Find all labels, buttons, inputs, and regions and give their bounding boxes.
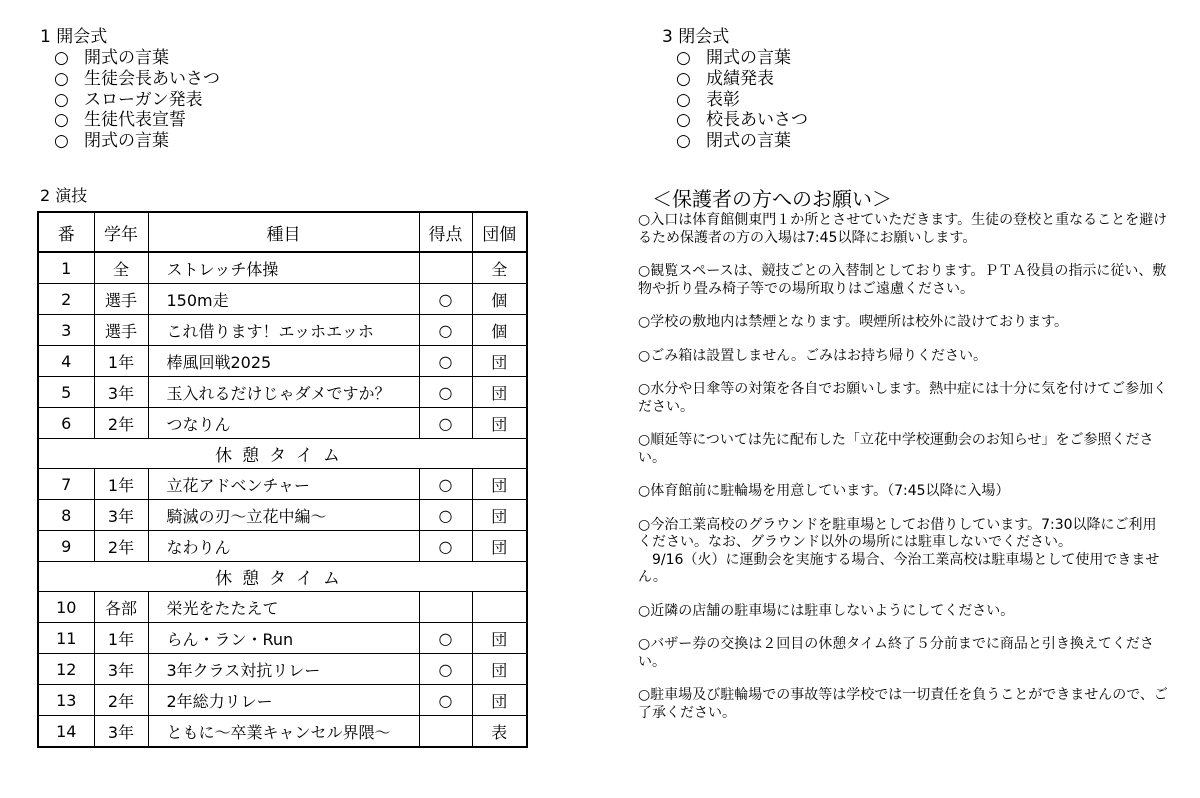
row-type: 団: [472, 377, 527, 408]
notice-item: ○入口は体育館側東門１か所とさせていただきます。生徒の登校と重なることを避けるため保護者の方の入場は7:45以降にお願いします。: [638, 212, 1168, 246]
list-item: [40, 131, 220, 152]
notice-item: ○バザー券の交換は２回目の休憩タイム終了５分前までに商品と引き換えてください。: [638, 636, 1154, 670]
break-row: [38, 562, 527, 592]
row-grade: 1年: [94, 623, 148, 654]
row-event: 3年クラス対抗リレー: [148, 654, 419, 685]
row-type: 全: [472, 252, 527, 284]
circle-bullet-icon: ○: [54, 89, 69, 110]
table-row: [38, 346, 527, 377]
table-row: [38, 716, 527, 748]
row-number: 9: [38, 531, 94, 562]
header-event: 種目: [148, 212, 419, 252]
list-item-label: スローガン発表: [84, 89, 203, 110]
row-type: [472, 592, 527, 623]
row-grade: 3年: [94, 377, 148, 408]
row-type: 団: [472, 531, 527, 562]
closing-ceremony-section: [662, 27, 808, 152]
row-event: 棒風回戦2025: [148, 346, 419, 377]
closing-ceremony-title: 3 閉会式: [662, 27, 730, 47]
table-row: [38, 500, 527, 531]
list-item-label: 閉式の言葉: [84, 131, 169, 152]
row-number: 4: [38, 346, 94, 377]
performance-section-title: 2 演技: [40, 186, 88, 205]
row-number: 8: [38, 500, 94, 531]
row-grade: 1年: [94, 469, 148, 500]
row-score: ○: [419, 654, 472, 685]
notice-item: ○ごみ箱は設置しません。ごみはお持ち帰りください。: [638, 347, 988, 364]
list-item: [662, 131, 808, 152]
opening-ceremony-title: 1 開会式: [40, 27, 108, 47]
table-row: [38, 377, 527, 408]
list-item-label: 校長あいさつ: [706, 110, 808, 131]
header-grade: 学年: [94, 212, 148, 252]
row-number: 3: [38, 315, 94, 346]
row-type: 個: [472, 315, 527, 346]
list-item: [662, 90, 808, 111]
row-number: 13: [38, 685, 94, 716]
row-number: 5: [38, 377, 94, 408]
notice-item: ○観覧スペースは、競技ごとの入替制としております。ＰＴＡ役員の指示に従い、敷物や折り畳み椅子等での場所取りはご遠慮ください。: [638, 263, 1167, 297]
row-type: 団: [472, 500, 527, 531]
circle-bullet-icon: ○: [676, 110, 691, 131]
row-score: ○: [419, 685, 472, 716]
table-row: [38, 315, 527, 346]
break-label: 休憩タイム: [38, 439, 527, 469]
row-number: 7: [38, 469, 94, 500]
list-item-label: 開式の言葉: [706, 48, 791, 68]
table-row: [38, 592, 527, 623]
row-score: ○: [419, 408, 472, 439]
row-number: 11: [38, 623, 94, 654]
circle-bullet-icon: ○: [54, 68, 69, 89]
row-score: [419, 716, 472, 748]
row-grade: 1年: [94, 346, 148, 377]
table-row: [38, 469, 527, 500]
row-type: 団: [472, 685, 527, 716]
closing-ceremony-list: [662, 48, 808, 152]
circle-bullet-icon: ○: [54, 131, 69, 152]
row-score: ○: [419, 623, 472, 654]
row-event: らん・ラン・Run: [148, 623, 419, 654]
row-event: 玉入れるだけじゃダメですか？: [148, 377, 419, 408]
row-event: 騎滅の刃～立花中編～: [148, 500, 419, 531]
table-row: [38, 654, 527, 685]
opening-ceremony-list: [40, 48, 220, 152]
row-number: 14: [38, 716, 94, 748]
notice-list: [638, 212, 1170, 738]
notice-title: ＜保護者の方へのお願い＞: [652, 187, 892, 211]
header-score: 得点: [419, 212, 472, 252]
row-score: ○: [419, 377, 472, 408]
row-grade: 2年: [94, 408, 148, 439]
row-type: 個: [472, 284, 527, 315]
notice-item: ○駐車場及び駐輪場での事故等は学校では一切責任を負うことができませんので、ご了承ください。: [638, 687, 1168, 721]
row-score: ○: [419, 531, 472, 562]
row-type: 団: [472, 408, 527, 439]
row-event: これ借ります！エッホエッホ: [148, 315, 419, 346]
list-item-label: 開式の言葉: [84, 48, 169, 68]
row-number: 12: [38, 654, 94, 685]
list-item-label: 表彰: [706, 89, 740, 110]
circle-bullet-icon: ○: [54, 110, 69, 131]
break-row: [38, 439, 527, 469]
row-grade: 3年: [94, 500, 148, 531]
list-item-label: 成績発表: [706, 68, 774, 89]
header-team-individual: 団個: [472, 212, 527, 252]
row-type: 団: [472, 623, 527, 654]
program-table: [37, 211, 528, 748]
row-score: ○: [419, 315, 472, 346]
break-label: 休憩タイム: [38, 562, 527, 592]
row-score: [419, 252, 472, 284]
row-number: 10: [38, 592, 94, 623]
table-header-row: [38, 212, 527, 252]
row-event: つなりん: [148, 408, 419, 439]
row-number: 2: [38, 284, 94, 315]
row-number: 6: [38, 408, 94, 439]
list-item-label: 生徒会長あいさつ: [84, 68, 220, 89]
row-score: ○: [419, 500, 472, 531]
list-item: [40, 69, 220, 90]
circle-bullet-icon: ○: [676, 131, 691, 152]
table-row: [38, 284, 527, 315]
row-event: ともに～卒業キャンセル界隈～: [148, 716, 419, 748]
table-row: [38, 685, 527, 716]
row-event: なわりん: [148, 531, 419, 562]
row-type: 団: [472, 654, 527, 685]
row-score: ○: [419, 284, 472, 315]
row-grade: 3年: [94, 716, 148, 748]
circle-bullet-icon: ○: [54, 48, 69, 68]
table-row: [38, 531, 527, 562]
notice-item: ○水分や日傘等の対策を各自でお願いします。熱中症には十分に気を付けてご参加ください。: [638, 381, 1168, 415]
row-grade: 全: [94, 252, 148, 284]
row-grade: 2年: [94, 685, 148, 716]
list-item: [40, 110, 220, 131]
list-item: [40, 48, 220, 69]
circle-bullet-icon: ○: [676, 48, 691, 68]
notice-item: ○今治工業高校のグラウンドを駐車場としてお借りしています。7:30以降にご利用ください。なお、グラウンド以外の場所には駐車しないでください。 9/16（火）に運動会を実施する場合、今治工業高校は駐車場として使用できません。: [638, 516, 1160, 585]
opening-ceremony-section: [40, 27, 220, 152]
circle-bullet-icon: ○: [676, 89, 691, 110]
notice-item: ○順延等については先に配布した「立花中学校運動会のお知らせ」をご参照ください。: [638, 432, 1154, 466]
list-item-label: 閉式の言葉: [706, 131, 791, 152]
circle-bullet-icon: ○: [676, 68, 691, 89]
row-event: ストレッチ体操: [148, 252, 419, 284]
row-type: 団: [472, 346, 527, 377]
table-row: [38, 408, 527, 439]
row-score: [419, 592, 472, 623]
notice-item: ○近隣の店舗の駐車場には駐車しないようにしてください。: [638, 602, 1015, 619]
row-grade: 2年: [94, 531, 148, 562]
notice-item: ○学校の敷地内は禁煙となります。喫煙所は校外に設けております。: [638, 314, 1068, 330]
row-grade: 各部: [94, 592, 148, 623]
table-row: [38, 623, 527, 654]
row-grade: 3年: [94, 654, 148, 685]
row-event: 2年総力リレー: [148, 685, 419, 716]
row-grade: 選手: [94, 315, 148, 346]
row-event: 立花アドベンチャー: [148, 469, 419, 500]
list-item: [662, 48, 808, 69]
row-score: ○: [419, 469, 472, 500]
row-event: 栄光をたたえて: [148, 592, 419, 623]
row-event: 150m走: [148, 284, 419, 315]
list-item: [662, 69, 808, 90]
table-row: [38, 252, 527, 284]
row-score: ○: [419, 346, 472, 377]
list-item: [662, 110, 808, 131]
row-type: 団: [472, 469, 527, 500]
header-number: 番: [38, 212, 94, 252]
row-type: 表: [472, 716, 527, 748]
row-number: 1: [38, 252, 94, 284]
list-item-label: 生徒代表宣誓: [84, 110, 186, 131]
row-grade: 選手: [94, 284, 148, 315]
list-item: [40, 90, 220, 111]
notice-item: ○体育館前に駐輪場を用意しています。（7:45以降に入場）: [638, 483, 1010, 499]
